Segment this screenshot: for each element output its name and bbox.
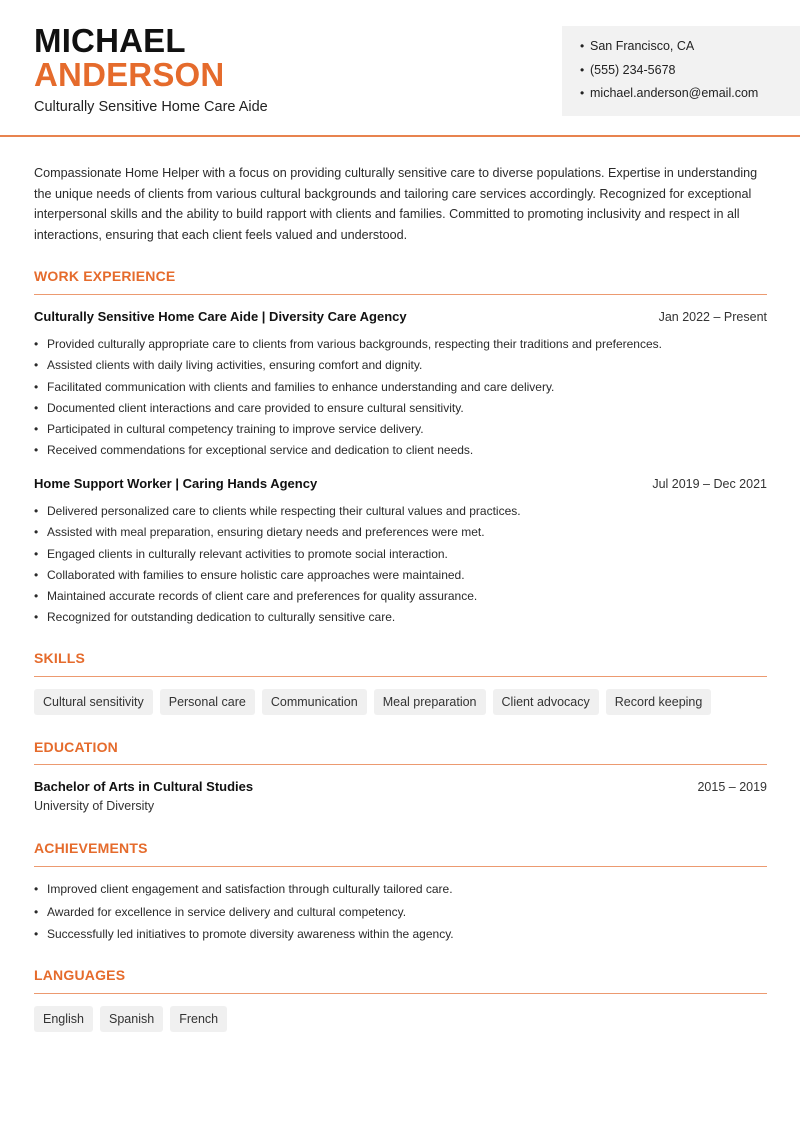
contact-box [562, 26, 800, 116]
education-school: University of Diversity [34, 799, 155, 813]
phone-text: (555) 234-5678 [590, 62, 676, 77]
job-header-1 [34, 309, 767, 324]
bullet-icon: • [34, 927, 39, 941]
section-divider [34, 764, 767, 765]
bullet-text: Maintained accurate records of client care and preferences for quality assurance. [47, 589, 478, 604]
bullet-icon: • [34, 358, 39, 373]
list-item [34, 609, 767, 630]
list-item [34, 926, 767, 949]
bullet-text: Successfully led initiatives to promote diversity awareness within the agency. [47, 927, 454, 941]
section-title-education: EDUCATION [34, 739, 118, 755]
job-dates: Jul 2019 – Dec 2021 [652, 477, 767, 491]
bullet-text: Awarded for excellence in service delivery and cultural competency. [47, 904, 407, 919]
bullet-text: Recognized for outstanding dedication to culturally sensitive care. [47, 610, 396, 625]
bullet-icon: • [580, 39, 585, 53]
email-text[interactable]: michael.anderson@email.com [590, 86, 759, 100]
bullet-icon: • [34, 400, 39, 415]
bullet-icon: • [34, 589, 39, 604]
bullet-text: Facilitated communication with clients and families to enhance understanding and care delivery. [47, 379, 555, 394]
contact-phone [580, 61, 800, 85]
job-role: Home Support Worker | Caring Hands Agency [34, 476, 318, 491]
bullet-icon: • [580, 86, 585, 100]
achievements-list [34, 881, 767, 949]
bullet-icon: • [34, 422, 39, 437]
last-name: ANDERSON [34, 56, 225, 93]
bullet-icon: • [34, 546, 39, 561]
bullet-icon: • [34, 904, 39, 919]
job-role: Culturally Sensitive Home Care Aide | Diversity Care Agency [34, 309, 407, 324]
list-item [34, 379, 767, 400]
section-divider [34, 866, 767, 867]
language-chip: Spanish [100, 1006, 163, 1032]
list-item [34, 904, 767, 927]
section-title-work: WORK EXPERIENCE [34, 268, 176, 284]
job-2-bullets [34, 503, 767, 631]
first-name: MICHAEL [34, 22, 186, 59]
bullet-text: Participated in cultural competency training to improve service delivery. [47, 422, 424, 437]
skill-chip: Cultural sensitivity [34, 689, 153, 715]
language-chip: English [34, 1006, 93, 1032]
list-item [34, 588, 767, 609]
skill-chip: Meal preparation [374, 689, 486, 715]
job-header-2 [34, 476, 767, 491]
bullet-text: Delivered personalized care to clients while respecting their cultural values and practices. [47, 504, 521, 518]
location-text: San Francisco, CA [590, 39, 695, 53]
bullet-icon: • [34, 337, 39, 351]
list-item [34, 567, 767, 588]
skill-chip: Personal care [160, 689, 255, 715]
bullet-icon: • [34, 379, 39, 394]
list-item [34, 503, 767, 524]
education-degree: Bachelor of Arts in Cultural Studies [34, 779, 254, 794]
section-divider [34, 993, 767, 994]
list-item [34, 546, 767, 567]
section-title-achievements: ACHIEVEMENTS [34, 840, 148, 856]
summary-paragraph: Compassionate Home Helper with a focus on providing culturally sensitive care to diverse populations. Expertise in understanding the unique needs of clients from various cultural backgrounds and tailoring care services accordingly. Recognized for exceptional interpersonal skills and the ability to build rapport with clients and families. Committed to promoting inclusivity and respect in all interactions, ensuring that each client feels valued and understood. [34, 166, 758, 243]
bullet-icon: • [580, 62, 585, 77]
bullet-text: Provided culturally appropriate care to clients from various backgrounds, respecting their traditions and preferences. [47, 337, 662, 351]
job-title: Culturally Sensitive Home Care Aide [34, 99, 268, 115]
list-item [34, 881, 767, 904]
education-dates: 2015 – 2019 [697, 780, 767, 794]
bullet-text: Collaborated with families to ensure holistic care approaches were maintained. [47, 567, 465, 582]
contact-email[interactable] [580, 84, 800, 108]
education-header [34, 779, 767, 794]
skill-chip: Client advocacy [493, 689, 599, 715]
bullet-text: Documented client interactions and care provided to ensure cultural sensitivity. [47, 400, 464, 415]
bullet-icon: • [34, 882, 39, 896]
resume-header [0, 0, 800, 137]
skills-chips [34, 689, 711, 715]
language-chip: French [170, 1006, 227, 1032]
section-title-languages: LANGUAGES [34, 967, 126, 983]
bullet-text: Improved client engagement and satisfaction through culturally tailored care. [47, 882, 453, 896]
list-item [34, 442, 767, 463]
job-dates: Jan 2022 – Present [658, 310, 767, 324]
section-title-skills: SKILLS [34, 650, 85, 666]
bullet-icon: • [34, 610, 39, 625]
section-divider [34, 294, 767, 295]
list-item [34, 421, 767, 442]
list-item [34, 524, 767, 545]
bullet-icon: • [34, 525, 39, 540]
list-item [34, 357, 767, 378]
section-divider [34, 676, 767, 677]
bullet-text: Assisted clients with daily living activities, ensuring comfort and dignity. [47, 358, 423, 373]
bullet-icon: • [34, 504, 39, 518]
bullet-icon: • [34, 567, 39, 582]
list-item [34, 400, 767, 421]
bullet-icon: • [34, 443, 39, 458]
language-chips [34, 1006, 227, 1032]
contact-location [580, 37, 800, 61]
skill-chip: Communication [262, 689, 367, 715]
list-item [34, 336, 767, 357]
bullet-text: Assisted with meal preparation, ensuring dietary needs and preferences were met. [47, 525, 485, 540]
skill-chip: Record keeping [606, 689, 712, 715]
job-1-bullets [34, 336, 767, 464]
bullet-text: Received commendations for exceptional service and dedication to client needs. [47, 443, 474, 458]
bullet-text: Engaged clients in culturally relevant activities to promote social interaction. [47, 546, 448, 561]
